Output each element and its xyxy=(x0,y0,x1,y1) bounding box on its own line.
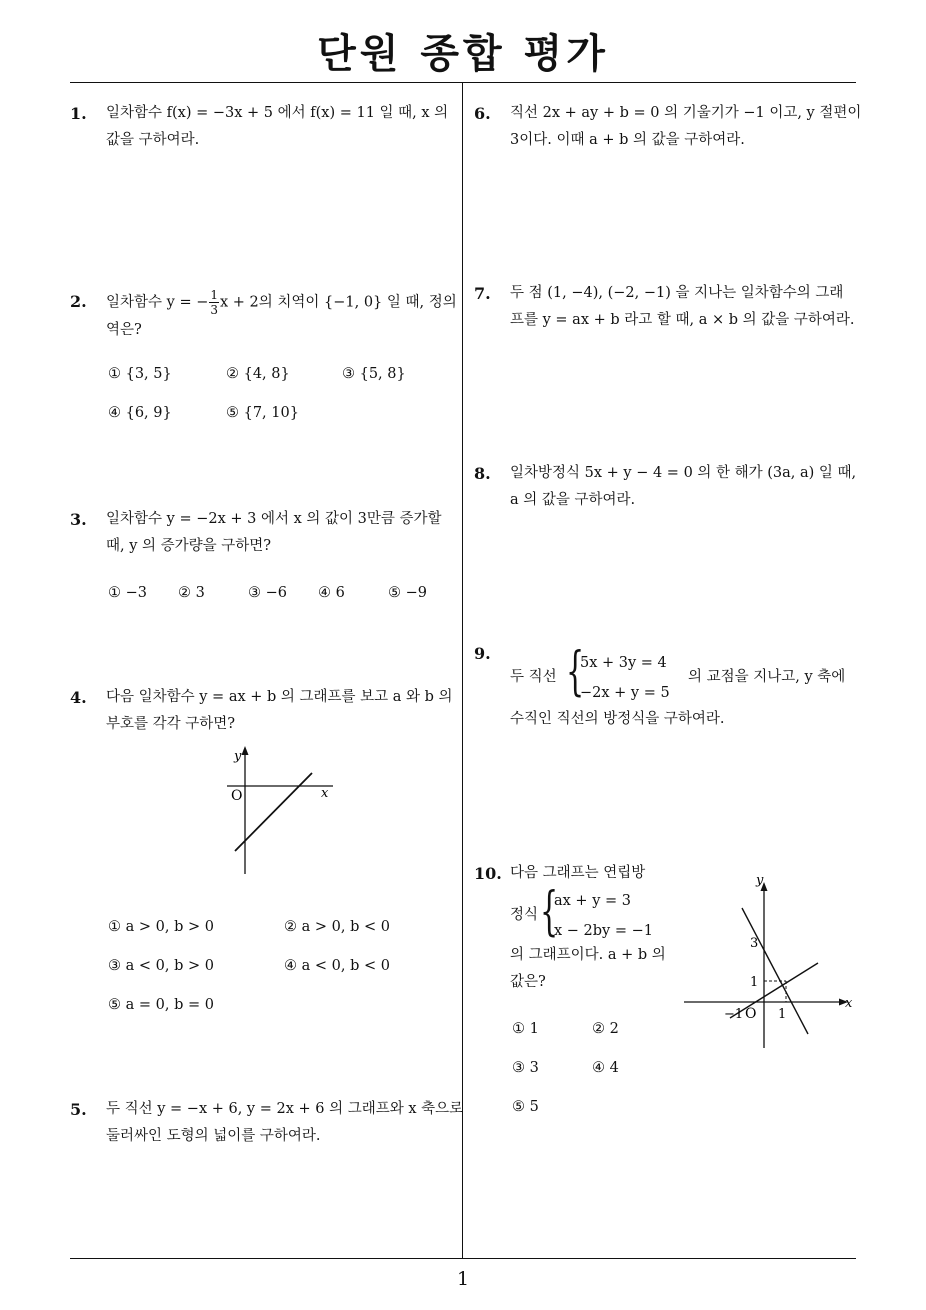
question-number: 10. xyxy=(474,864,502,883)
choice-1[interactable]: ① −3 xyxy=(108,585,147,601)
question-text-line: 역은? xyxy=(106,322,142,338)
question-text-line: 값을 구하여라. xyxy=(106,132,200,148)
tick-x-minus-1: −1 xyxy=(724,1007,744,1022)
question-8 xyxy=(474,460,862,514)
choice-2[interactable]: ② {4, 8} xyxy=(226,366,290,382)
question-text-line: 두 직선 y = −x + 6, y = 2x + 6 의 그래프와 x 축으로 xyxy=(106,1101,464,1117)
question-number: 9. xyxy=(474,644,491,663)
choice-1[interactable]: ① {3, 5} xyxy=(108,366,172,382)
question-text-line: 다음 그래프는 연립방 xyxy=(510,865,646,881)
question-number: 6. xyxy=(474,104,491,123)
question-number: 8. xyxy=(474,464,491,483)
question-text-line: 일차방정식 5x + y − 4 = 0 의 한 해가 (3a, a) 일 때, xyxy=(510,465,857,481)
choice-5[interactable]: ⑤ −9 xyxy=(388,585,427,601)
question-text: 정식 xyxy=(510,907,539,923)
origin-label: O xyxy=(231,788,243,804)
line-shallow xyxy=(730,963,818,1018)
question-text-line: 일차함수 f(x) = −3x + 5 에서 f(x) = 11 일 때, x 의 xyxy=(106,105,449,121)
equation-2: −2x + y = 5 xyxy=(580,685,670,701)
choice-4[interactable]: ④ a < 0, b < 0 xyxy=(284,958,390,974)
equation-system xyxy=(540,884,660,944)
question-text-line: 둘러싸인 도형의 넓이를 구하여라. xyxy=(106,1128,321,1144)
q4-graph xyxy=(215,740,345,880)
tick-y-1: 1 xyxy=(750,975,759,990)
choice-4[interactable]: ④ 4 xyxy=(592,1060,619,1076)
choice-3[interactable]: ③ 3 xyxy=(512,1060,539,1076)
q10-graph xyxy=(680,868,860,1058)
question-text-line: 의 그래프이다. a + b 의 xyxy=(510,947,666,963)
y-label: y xyxy=(234,749,242,764)
question-text-line: a 의 값을 구하여라. xyxy=(510,492,636,508)
choice-4[interactable]: ④ {6, 9} xyxy=(108,405,172,421)
brace-icon: { xyxy=(540,882,559,942)
bottom-rule xyxy=(70,1258,856,1259)
question-6 xyxy=(474,100,862,154)
equation-2: x − 2by = −1 xyxy=(554,923,653,939)
question-number: 5. xyxy=(70,1100,87,1119)
choice-3[interactable]: ③ {5, 8} xyxy=(342,366,406,382)
question-text-line: 3이다. 이때 a + b 의 값을 구하여라. xyxy=(510,132,745,148)
question-text: 두 직선 xyxy=(510,669,557,685)
choice-3[interactable]: ③ −6 xyxy=(248,585,287,601)
y-label: y xyxy=(756,873,764,888)
choice-2[interactable]: ② 2 xyxy=(592,1021,619,1037)
question-number: 4. xyxy=(70,688,87,707)
question-number: 2. xyxy=(70,292,87,311)
fraction-denominator: 3 xyxy=(210,303,218,317)
question-text-line: 프를 y = ax + b 라고 할 때, a × b 의 값을 구하여라. xyxy=(510,312,855,328)
column-divider xyxy=(462,83,463,1258)
page-title: 단원 종합 평가 xyxy=(317,31,609,77)
choice-1[interactable]: ① 1 xyxy=(512,1021,539,1037)
question-9 xyxy=(474,640,862,740)
question-text-line xyxy=(106,288,458,317)
question-text-line: 수직인 직선의 방정식을 구하여라. xyxy=(510,711,725,727)
choice-1[interactable]: ① a > 0, b > 0 xyxy=(108,919,214,935)
question-5 xyxy=(70,1096,464,1150)
choice-5[interactable]: ⑤ a = 0, b = 0 xyxy=(108,997,214,1013)
top-rule xyxy=(70,82,856,83)
question-text-line: 값은? xyxy=(510,974,546,990)
question-text: x + 2의 치역이 {−1, 0} 일 때, 정의 xyxy=(220,294,457,311)
page-number: 1 xyxy=(456,1268,470,1290)
question-7 xyxy=(474,280,862,334)
question-text: 일차함수 y = − xyxy=(106,294,209,311)
question-text-line: 때, y 의 증가량을 구하면? xyxy=(106,538,272,554)
choice-5[interactable]: ⑤ 5 xyxy=(512,1099,539,1115)
origin-label: O xyxy=(745,1006,757,1022)
fraction-numerator: 1 xyxy=(210,288,218,302)
choice-2[interactable]: ② a > 0, b < 0 xyxy=(284,919,390,935)
question-2 xyxy=(70,288,458,344)
question-text-line: 두 점 (1, −4), (−2, −1) 을 지나는 일차함수의 그래 xyxy=(510,285,844,301)
question-text-line: 직선 2x + ay + b = 0 의 기울기가 −1 이고, y 절편이 xyxy=(510,105,862,121)
fraction xyxy=(209,288,219,317)
choice-3[interactable]: ③ a < 0, b > 0 xyxy=(108,958,214,974)
equation-system xyxy=(566,644,676,704)
question-number: 7. xyxy=(474,284,491,303)
brace-icon: { xyxy=(566,642,585,702)
question-text-line: 부호를 각각 구하면? xyxy=(106,716,236,732)
function-line xyxy=(235,773,312,851)
x-label: x xyxy=(321,786,329,801)
question-number: 3. xyxy=(70,510,87,529)
question-3 xyxy=(70,506,458,560)
choice-5[interactable]: ⑤ {7, 10} xyxy=(226,405,299,421)
question-4 xyxy=(70,684,458,738)
question-text: 의 교점을 지나고, y 축에 xyxy=(688,669,846,685)
question-text-line: 일차함수 y = −2x + 3 에서 x 의 값이 3만큼 증가할 xyxy=(106,511,442,527)
choice-2[interactable]: ② 3 xyxy=(178,585,205,601)
y-axis-arrow-icon xyxy=(242,746,249,755)
tick-y-3: 3 xyxy=(750,936,759,951)
question-number: 1. xyxy=(70,104,87,123)
choice-4[interactable]: ④ 6 xyxy=(318,585,345,601)
question-text-line: 다음 일차함수 y = ax + b 의 그래프를 보고 a 와 b 의 xyxy=(106,689,453,705)
equation-1: 5x + 3y = 4 xyxy=(580,655,667,671)
x-label: x xyxy=(845,996,853,1011)
tick-x-1: 1 xyxy=(778,1007,787,1022)
question-1 xyxy=(70,100,458,154)
equation-1: ax + y = 3 xyxy=(554,893,631,909)
